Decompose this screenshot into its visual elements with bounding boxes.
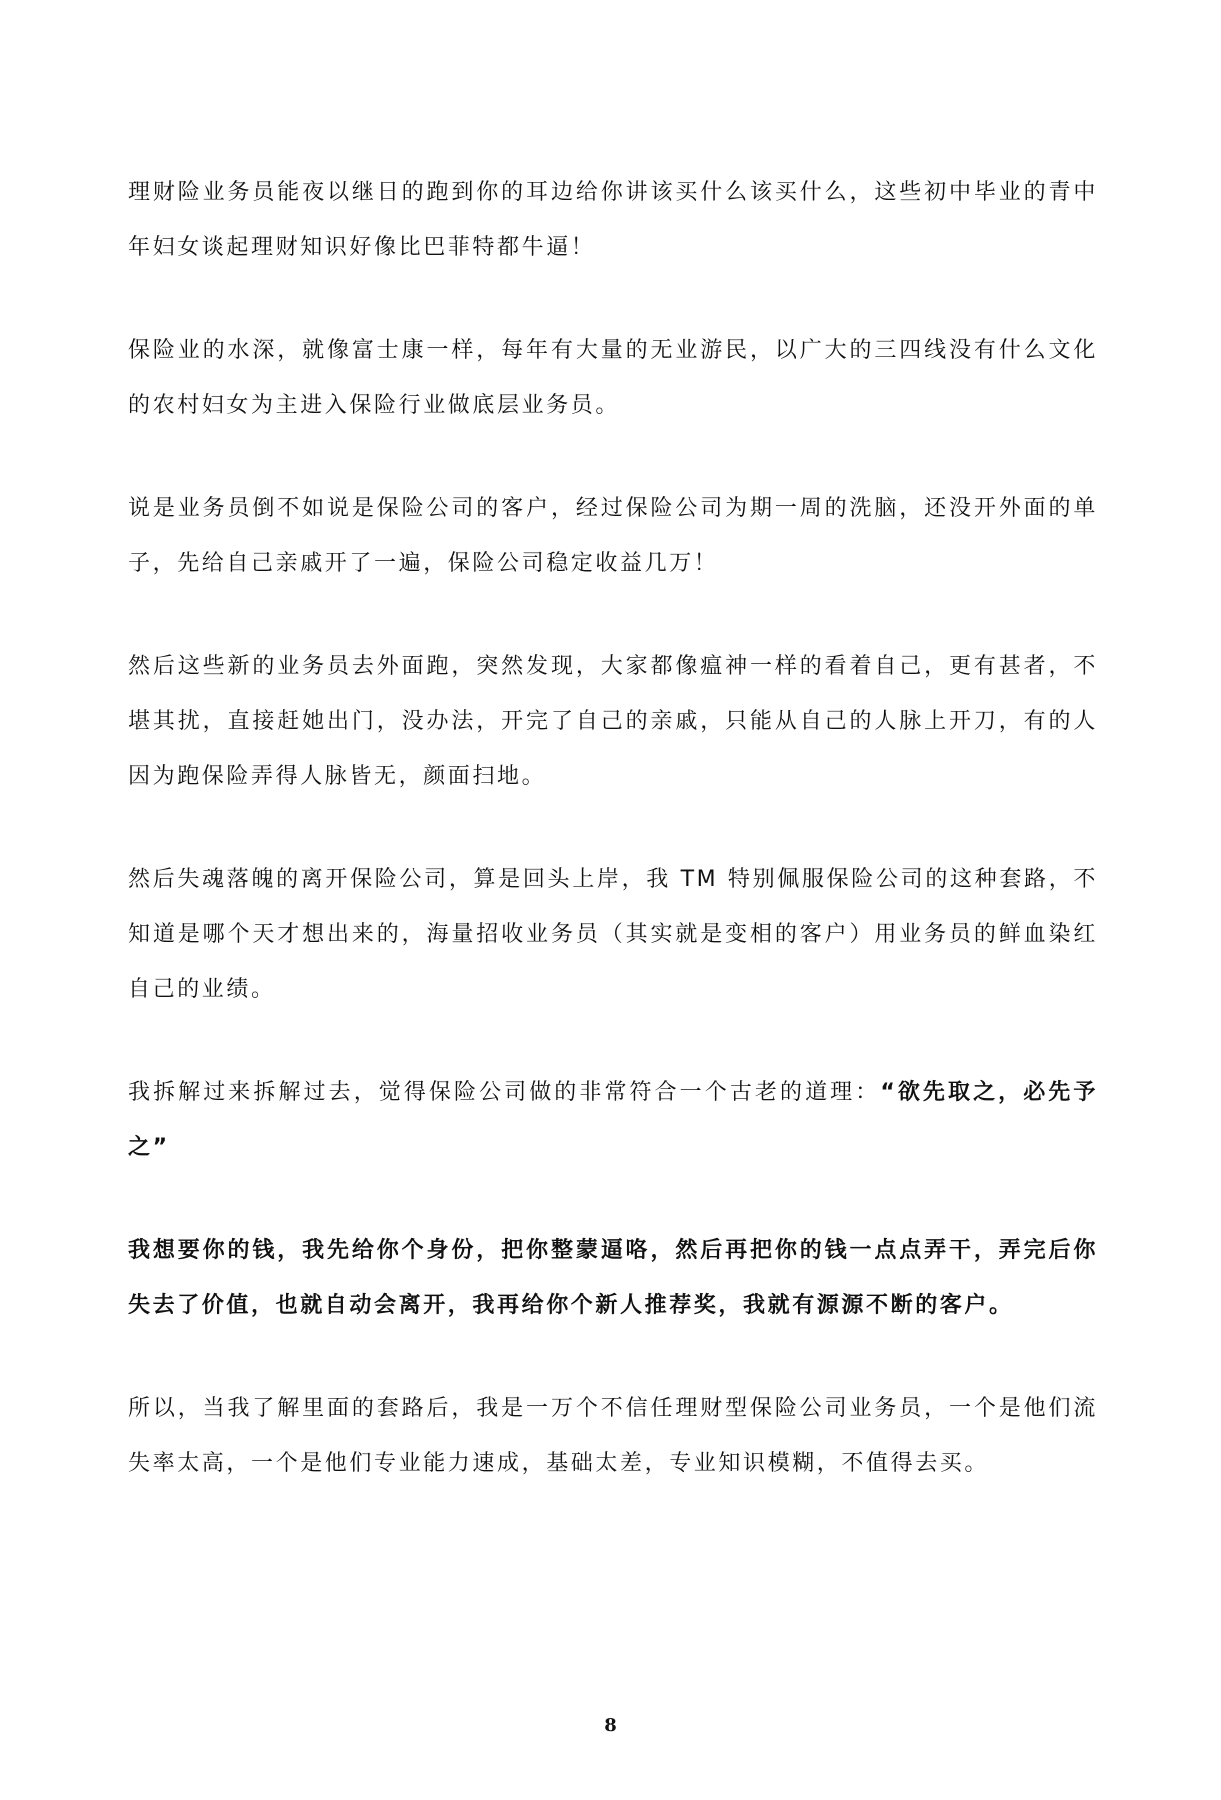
paragraph-5: 然后失魂落魄的离开保险公司，算是回头上岸，我 TM 特别佩服保险公司的这种套路，不知道是哪个天才想出来的，海量招收业务员（其实就是变相的客户）用业务员的鲜血染红自己的业绩。	[128, 867, 1098, 1002]
page-number: 8	[604, 1715, 617, 1736]
paragraph-6-text: 我拆解过来拆解过去，觉得保险公司做的非常符合一个古老的道理：	[128, 1080, 881, 1105]
paragraph-8: 所以，当我了解里面的套路后，我是一万个不信任理财型保险公司业务员，一个是他们流失率太高，一个是他们专业能力速成，基础太差，专业知识模糊，不值得去买。	[128, 1396, 1098, 1476]
paragraph-7-bold: 我想要你的钱，我先给你个身份，把你整蒙逼咯，然后再把你的钱一点点弄干，弄完后你失去了价值，也就自动会离开，我再给你个新人推荐奖，我就有源源不断的客户。	[128, 1238, 1098, 1318]
paragraph-2: 保险业的水深，就像富士康一样，每年有大量的无业游民，以广大的三四线没有什么文化的农村妇女为主进入保险行业做底层业务员。	[128, 338, 1098, 418]
proverb-quote: “欲先取之，必先予之”	[128, 1080, 1098, 1160]
paragraph-1: 理财险业务员能夜以继日的跑到你的耳边给你讲该买什么该买什么，这些初中毕业的青中年妇女谈起理财知识好像比巴菲特都牛逼！	[128, 180, 1098, 260]
paragraph-4: 然后这些新的业务员去外面跑，突然发现，大家都像瘟神一样的看着自己，更有甚者，不堪其扰，直接赶她出门，没办法，开完了自己的亲戚，只能从自己的人脉上开刀，有的人因为跑保险弄得人脉皆无，颜面扫地。	[128, 654, 1098, 789]
document-body	[128, 165, 1098, 1491]
paragraph-3: 说是业务员倒不如说是保险公司的客户，经过保险公司为期一周的洗脑，还没开外面的单子，先给自己亲戚开了一遍，保险公司稳定收益几万！	[128, 496, 1098, 576]
paragraph-6	[128, 1065, 1098, 1175]
